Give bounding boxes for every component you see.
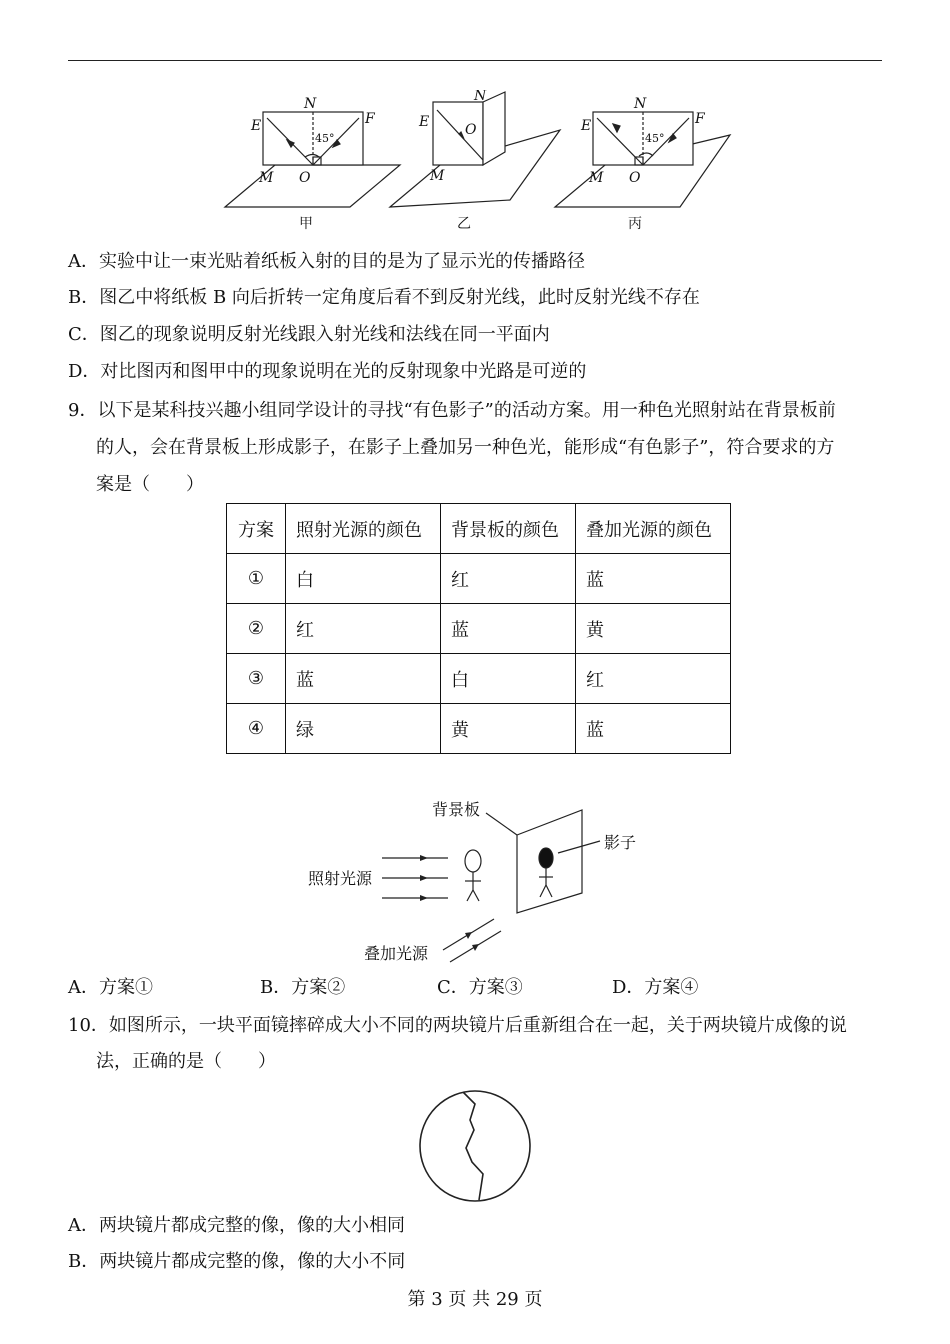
shadow-label: 影子	[604, 833, 637, 852]
caption-yi: 乙	[457, 216, 471, 232]
table-header: 叠加光源的颜色	[576, 504, 731, 554]
q9-stem-line3: 案是（ ）	[96, 474, 204, 495]
label-F-jia: F	[365, 111, 375, 127]
broken-mirror-figure	[415, 1090, 535, 1202]
label-N-jia: N	[304, 96, 317, 112]
crack-line	[463, 1092, 483, 1200]
label-E-bing: E	[581, 118, 592, 134]
angle-label-jia: 45°	[315, 132, 335, 145]
label-O-jia: O	[299, 170, 311, 186]
table-cell: ②	[227, 604, 286, 654]
colored-shadow-figure	[300, 795, 660, 967]
label-M-bing: M	[589, 170, 604, 186]
reflection-experiment-figure	[215, 90, 735, 235]
q8-option-c: C．图乙的现象说明反射光线跟入射光线和法线在同一平面内	[68, 324, 550, 345]
board-yi-b	[483, 92, 505, 165]
q9-stem-line2: 的人，会在背景板上形成影子，在影子上叠加另一种色光，能形成“有色影子”，符合要求的方	[96, 437, 835, 458]
background-label-leader	[486, 813, 517, 835]
caption-bing: 丙	[628, 216, 642, 232]
table-cell: 红	[286, 604, 441, 654]
q10-option-a: A．两块镜片都成完整的像，像的大小相同	[68, 1215, 405, 1236]
background-board-label: 背景板	[432, 800, 481, 819]
table-cell: 红	[576, 654, 731, 704]
table-cell: 白	[286, 554, 441, 604]
label-N-bing: N	[634, 96, 647, 112]
table-header: 方案	[227, 504, 286, 554]
q8-option-a: A．实验中让一束光贴着纸板入射的目的是为了显示光的传播路径	[68, 251, 585, 272]
table-cell: 蓝	[441, 604, 576, 654]
light-source-label: 照射光源	[308, 869, 373, 888]
header-rule	[68, 60, 882, 61]
label-E-jia: E	[251, 118, 262, 134]
table-header: 背景板的颜色	[441, 504, 576, 554]
q10-stem-line2: 法，正确的是（ ）	[96, 1051, 276, 1072]
label-F-bing: F	[695, 111, 705, 127]
table-cell: 蓝	[576, 554, 731, 604]
table-cell: ①	[227, 554, 286, 604]
table-cell: 黄	[576, 604, 731, 654]
table-cell: 黄	[441, 704, 576, 754]
mirror-circle	[420, 1091, 530, 1201]
q9-plan-table	[226, 503, 731, 754]
q9-option-c: C．方案③	[437, 977, 523, 998]
table-cell: 红	[441, 554, 576, 604]
shadow-head	[539, 848, 553, 868]
label-E-yi: E	[419, 114, 430, 130]
table-cell: ③	[227, 654, 286, 704]
table-header-row	[227, 504, 731, 554]
table-row	[227, 654, 731, 704]
table-cell: 蓝	[576, 704, 731, 754]
label-N-yi: N	[474, 90, 487, 104]
plane-jia	[225, 165, 400, 207]
label-O-bing: O	[629, 170, 641, 186]
q8-option-d: D．对比图丙和图甲中的现象说明在光的反射现象中光路是可逆的	[68, 361, 587, 382]
table-cell: 白	[441, 654, 576, 704]
person-head	[465, 850, 481, 872]
label-M-jia: M	[259, 170, 274, 186]
page-footer: 第 3 页 共 29 页	[407, 1289, 543, 1310]
label-M-yi: M	[430, 168, 445, 184]
q9-option-b: B．方案②	[260, 977, 346, 998]
q9-option-a: A．方案①	[68, 977, 153, 998]
angle-label-bing: 45°	[645, 132, 665, 145]
table-cell: 蓝	[286, 654, 441, 704]
q10-option-b: B．两块镜片都成完整的像，像的大小不同	[68, 1251, 406, 1272]
table-row	[227, 704, 731, 754]
q9-stem-line1: 9．以下是某科技兴趣小组同学设计的寻找“有色影子”的活动方案。用一种色光照射站在背景板前	[68, 400, 836, 421]
q9-option-d: D．方案④	[612, 977, 699, 998]
table-row	[227, 604, 731, 654]
q10-stem-line1: 10．如图所示，一块平面镜摔碎成大小不同的两块镜片后重新组合在一起，关于两块镜片成像的说	[68, 1015, 847, 1036]
table-header: 照射光源的颜色	[286, 504, 441, 554]
table-row	[227, 554, 731, 604]
table-cell: ④	[227, 704, 286, 754]
table-cell: 绿	[286, 704, 441, 754]
overlay-source-label: 叠加光源	[364, 944, 429, 963]
q8-option-b: B．图乙中将纸板 B 向后折转一定角度后看不到反射光线，此时反射光线不存在	[68, 287, 700, 308]
label-O-yi: O	[465, 122, 477, 138]
caption-jia: 甲	[299, 216, 313, 232]
